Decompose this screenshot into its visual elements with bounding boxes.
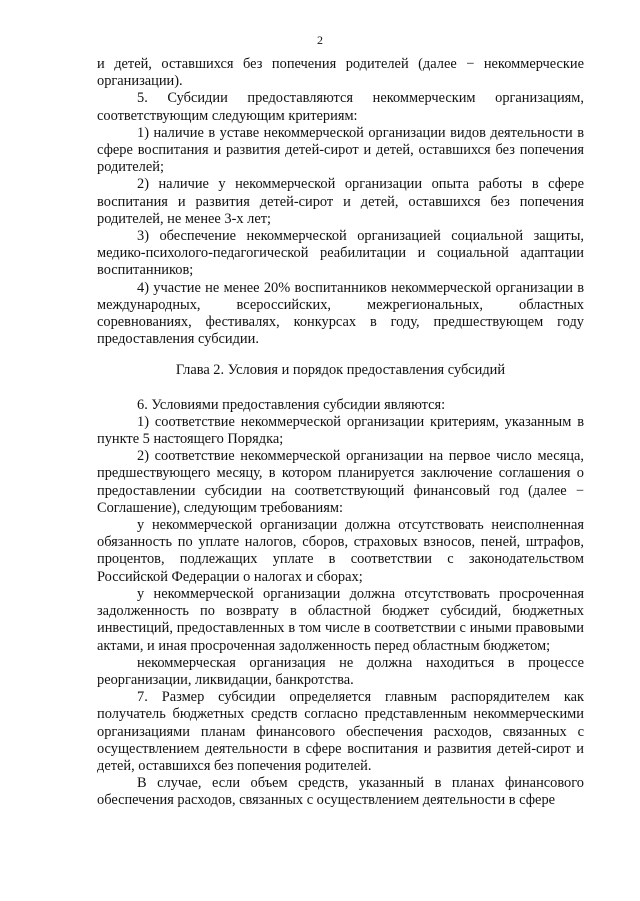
chapter-heading: Глава 2. Условия и порядок предоставления субсидий bbox=[175, 362, 506, 379]
paragraph-condition-1: 1) соответствие некоммерческой организации критериям, указанным в пункте 5 настоящего Порядка; bbox=[97, 413, 584, 448]
paragraph-item-5: 5. Субсидии предоставляются некоммерческим организациям, соответствующим следующим критериям: bbox=[97, 90, 584, 124]
paragraph-case: В случае, если объем средств, указанный в планах финансового обеспечения расходов, связанных с осуществлением деятельности в сфере bbox=[97, 775, 584, 809]
paragraph-requirement-debt: у некоммерческой организации должна отсутствовать просроченная задолженность по возврату в областной бюджет субсидий, бюджетных инвестиций, предоставленных в том числе в соответствии с иными правовыми актами, и иная просроченная задолженность перед областным бюджетом; bbox=[97, 585, 584, 654]
paragraph-continuation: и детей, оставшихся без попечения родителей (далее − некоммерческие организации). bbox=[97, 56, 584, 90]
page-number: 2 bbox=[317, 33, 323, 47]
paragraph-requirement-taxes: у некоммерческой организации должна отсутствовать неисполненная обязанность по уплате налогов, сборов, страховых взносов, пеней, штрафов, процентов, подлежащих уплате в соответствии с законодательством Российской Федерации о налогах и сборах; bbox=[97, 517, 584, 585]
paragraph-item-7: 7. Размер субсидии определяется главным распорядителем как получатель бюджетных средств согласно представленным некоммерческими организациями планам финансового обеспечения расходов, связанных с осуществлением деятельности в сфере воспитания и развития детей-сирот и детей, оставшихся без попечения родителей. bbox=[97, 689, 584, 774]
paragraph-requirement-reorganization: некоммерческая организация не должна находиться в процессе реорганизации, ликвидации, банкротства. bbox=[97, 654, 584, 688]
paragraph-criterion-2: 2) наличие у некоммерческой организации опыта работы в сфере воспитания и развития детей-сирот и детей, оставшихся без попечения родителей, не менее 3-х лет; bbox=[97, 176, 584, 227]
paragraph-condition-2: 2) соответствие некоммерческой организации на первое число месяца, предшествующего месяцу, в котором планируется заключение соглашения о предоставлении субсидии на соответствующий финансовый год (далее − Соглашение), следующим требованиям: bbox=[97, 448, 584, 516]
paragraph-criterion-1: 1) наличие в уставе некоммерческой организации видов деятельности в сфере воспитания и развития детей-сирот и детей, оставшихся без попечения родителей; bbox=[97, 124, 584, 176]
paragraph-item-6: 6. Условиями предоставления субсидии являются: bbox=[137, 396, 446, 413]
paragraph-criterion-4: 4) участие не менее 20% воспитанников некоммерческой организации в международных, всероссийских, межрегиональных, областных соревнованиях, фестивалях, конкурсах в году, предшествующем году предоставления субсидии. bbox=[97, 279, 584, 348]
document-body bbox=[97, 56, 584, 810]
paragraph-criterion-3: 3) обеспечение некоммерческой организацией социальной защиты, медико-психолого-педагогической реабилитации и социальной адаптации воспитанников; bbox=[97, 228, 584, 279]
